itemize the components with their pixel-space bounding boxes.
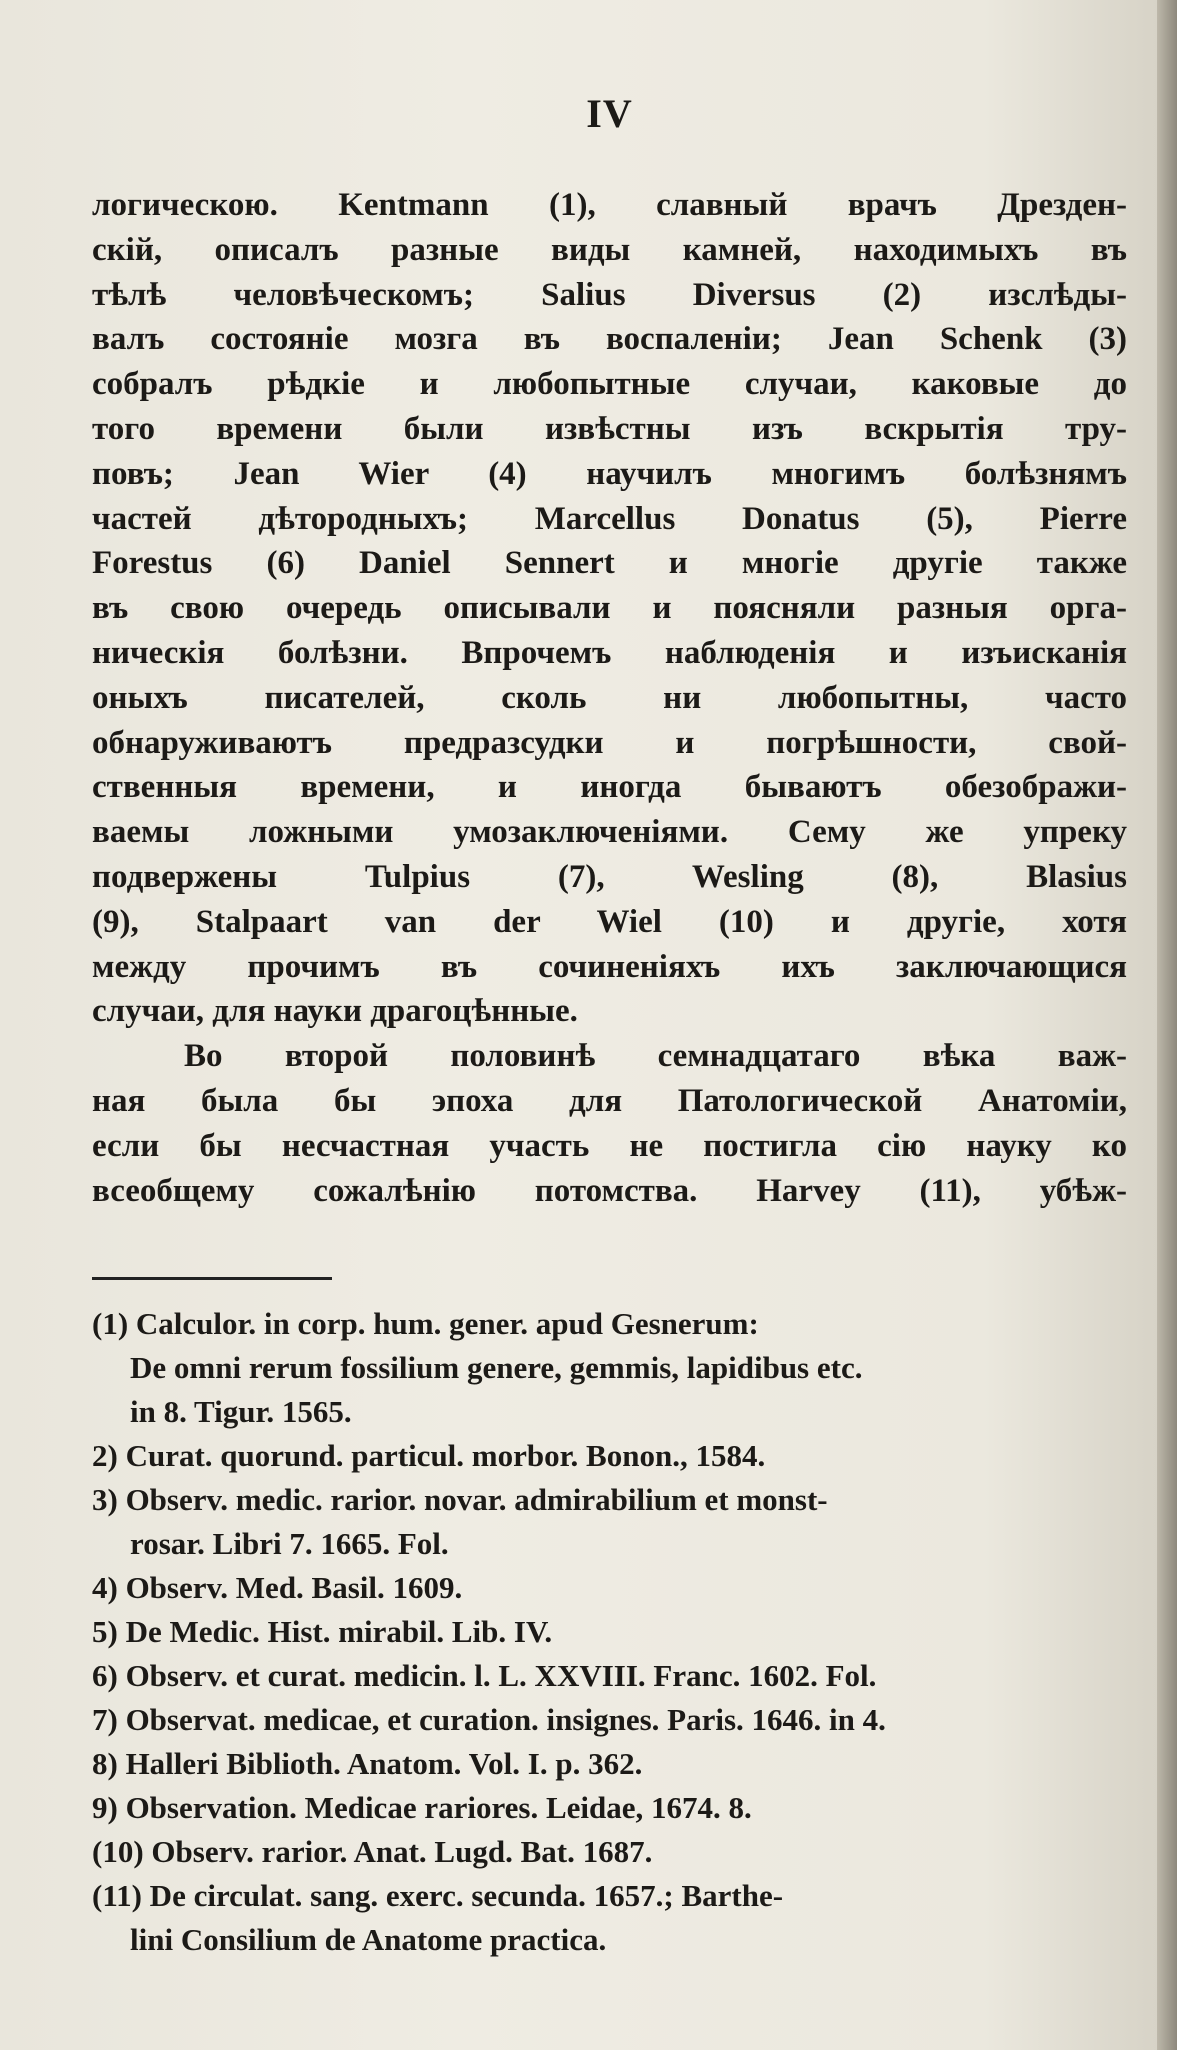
- footnote-line: 7) Observat. medicae, et curation. insignes. Paris. 1646. in 4.: [92, 1702, 886, 1738]
- text-line: Во второй половинѣ семнадцатаго вѣка важ-: [184, 1038, 1127, 1075]
- footnote-3: [92, 1478, 1127, 1566]
- footnotes: [92, 1302, 1127, 1962]
- footnote-7: [92, 1698, 1127, 1742]
- text-line: подвержены Tulpius (7), Wesling (8), Blasius: [92, 858, 1127, 895]
- text-line: логическою. Kentmann (1), славный врачъ Дрезден-: [92, 187, 1127, 223]
- footnote-line: (10) Observ. rarior. Anat. Lugd. Bat. 1687.: [92, 1834, 653, 1870]
- footnote-9: [92, 1786, 1127, 1830]
- footnote-line: De omni rerum fossilium genere, gemmis, lapidibus etc.: [130, 1350, 863, 1386]
- text-line: тѣлѣ человѣческомъ; Salius Diversus (2) изслѣды-: [92, 276, 1127, 313]
- page-edge: [1157, 0, 1177, 2050]
- footnote-line: 2) Curat. quorund. particul. morbor. Bonon., 1584.: [92, 1438, 766, 1474]
- text-line: между прочимъ въ сочиненіяхъ ихъ заключающися: [92, 948, 1127, 985]
- footnote-line: in 8. Tigur. 1565.: [130, 1394, 352, 1430]
- text-line: частей дѣтородныхъ; Marcellus Donatus (5), Pierre: [92, 500, 1127, 537]
- footnote-8: [92, 1742, 1127, 1786]
- footnote-line: 9) Observation. Medicae rariores. Leidae, 1674. 8.: [92, 1790, 752, 1826]
- footnote-line: (1) Calculor. in corp. hum. gener. apud Gesnerum:: [92, 1306, 759, 1342]
- footnote-1: [92, 1302, 1127, 1434]
- footnote-line: rosar. Libri 7. 1665. Fol.: [130, 1526, 449, 1562]
- text-line: ственныя времени, и иногда бываютъ обезображи-: [92, 769, 1127, 806]
- text-line: оныхъ писателей, сколь ни любопытны, часто: [92, 679, 1127, 716]
- text-line: скій, описалъ разные виды камней, находимыхъ въ: [92, 231, 1127, 268]
- text-line: повъ; Jean Wier (4) научилъ многимъ болѣзнямъ: [92, 455, 1127, 492]
- text-line: Forestus (6) Daniel Sennert и многіе другіе также: [92, 545, 1127, 582]
- footnote-6: [92, 1654, 1127, 1698]
- text-line: случаи, для науки драгоцѣнные.: [92, 993, 578, 1030]
- footnote-line: 3) Observ. medic. rarior. novar. admirabilium et monst-: [92, 1482, 828, 1518]
- page-number: IV: [586, 91, 633, 136]
- footnote-line: 4) Observ. Med. Basil. 1609.: [92, 1570, 463, 1606]
- footnote-line: 6) Observ. et curat. medicin. l. L. XXVIII. Franc. 1602. Fol.: [92, 1658, 877, 1694]
- text-line: валъ состояніе мозга въ воспаленіи; Jean Schenk (3): [92, 321, 1127, 358]
- text-line: собралъ рѣдкіе и любопытные случаи, каковые до: [92, 366, 1127, 403]
- footnote-4: [92, 1566, 1127, 1610]
- text-line: въ свою очередь описывали и поясняли разныя орга-: [92, 590, 1127, 627]
- footnote-line: (11) De circulat. sang. exerc. secunda. 1657.; Barthe-: [92, 1878, 784, 1914]
- footnote-line: 8) Halleri Biblioth. Anatom. Vol. I. p. 362.: [92, 1746, 643, 1782]
- footnote-rule: [92, 1277, 332, 1280]
- text-line: ническія болѣзни. Впрочемъ наблюденія и изъисканія: [92, 634, 1127, 671]
- text-line: (9), Stalpaart van der Wiel (10) и другіе, хотя: [92, 903, 1127, 940]
- footnote-10: [92, 1830, 1127, 1874]
- footnote-line: 5) De Medic. Hist. mirabil. Lib. IV.: [92, 1614, 553, 1650]
- text-line: того времени были извѣстны изъ вскрытія тру-: [92, 410, 1127, 447]
- text-line: если бы несчастная участь не постигла сію науку ко: [92, 1127, 1127, 1164]
- text-line: всеобщему сожалѣнію потомства. Harvey (11), убѣж-: [92, 1172, 1127, 1209]
- footnote-11: [92, 1874, 1127, 1962]
- main-text: [92, 183, 1127, 1213]
- text-line: ваемы ложными умозаключеніями. Сему же упреку: [92, 814, 1127, 851]
- footnote-2: [92, 1434, 1127, 1478]
- footnote-line: lini Consilium de Anatome practica.: [130, 1922, 607, 1958]
- text-line: обнаруживаютъ предразсудки и погрѣшности, свой-: [92, 724, 1127, 761]
- text-line: ная была бы эпоха для Патологической Анатоміи,: [92, 1082, 1127, 1119]
- footnote-5: [92, 1610, 1127, 1654]
